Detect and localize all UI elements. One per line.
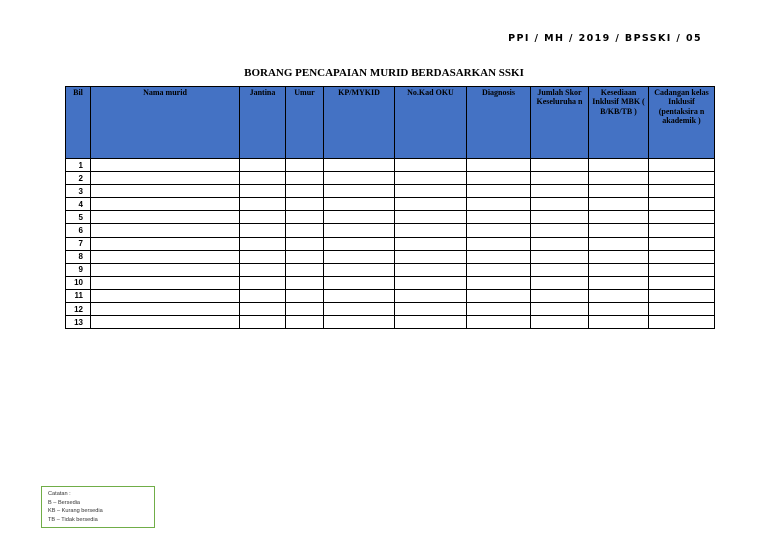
table-row	[66, 237, 715, 250]
jumlah-skor-cell[interactable]	[531, 276, 589, 289]
umur-cell[interactable]	[286, 198, 324, 211]
kesediaan-inklusif-cell[interactable]	[589, 289, 649, 302]
cadangan-kelas-cell[interactable]	[649, 237, 715, 250]
no-kad-oku-cell[interactable]	[395, 250, 467, 263]
table-body	[66, 159, 715, 329]
jantina-cell[interactable]	[240, 316, 286, 329]
diagnosis-cell[interactable]	[467, 198, 531, 211]
umur-cell[interactable]	[286, 172, 324, 185]
jumlah-skor-cell[interactable]	[531, 224, 589, 237]
row-number: 10	[66, 276, 91, 289]
cadangan-kelas-cell[interactable]	[649, 224, 715, 237]
kesediaan-inklusif-cell[interactable]	[589, 185, 649, 198]
row-number: 3	[66, 185, 91, 198]
jumlah-skor-cell[interactable]	[531, 316, 589, 329]
cadangan-kelas-cell[interactable]	[649, 276, 715, 289]
cadangan-kelas-cell[interactable]	[649, 316, 715, 329]
cadangan-kelas-cell[interactable]	[649, 303, 715, 316]
kp-mykid-cell[interactable]	[324, 159, 395, 172]
row-number: 12	[66, 303, 91, 316]
diagnosis-cell[interactable]	[467, 224, 531, 237]
cadangan-kelas-cell[interactable]	[649, 198, 715, 211]
kesediaan-inklusif-cell[interactable]	[589, 316, 649, 329]
header-kesediaan-inklusif: Kesediaan Inklusif MBK ( B/KB/TB )	[589, 87, 649, 159]
jantina-cell[interactable]	[240, 237, 286, 250]
cadangan-kelas-cell[interactable]	[649, 289, 715, 302]
kesediaan-inklusif-cell[interactable]	[589, 211, 649, 224]
nama-murid-cell[interactable]	[91, 263, 240, 276]
row-number: 13	[66, 316, 91, 329]
diagnosis-cell[interactable]	[467, 276, 531, 289]
table-row	[66, 172, 715, 185]
diagnosis-cell[interactable]	[467, 263, 531, 276]
kesediaan-inklusif-cell[interactable]	[589, 224, 649, 237]
jantina-cell[interactable]	[240, 185, 286, 198]
nama-murid-cell[interactable]	[91, 224, 240, 237]
row-number: 1	[66, 159, 91, 172]
nama-murid-cell[interactable]	[91, 237, 240, 250]
kp-mykid-cell[interactable]	[324, 198, 395, 211]
kesediaan-inklusif-cell[interactable]	[589, 172, 649, 185]
table-row	[66, 289, 715, 302]
nama-murid-cell[interactable]	[91, 316, 240, 329]
notes-item-tb: TB – Tidak bersedia	[48, 516, 98, 523]
row-number: 2	[66, 172, 91, 185]
diagnosis-cell[interactable]	[467, 303, 531, 316]
kp-mykid-cell[interactable]	[324, 316, 395, 329]
kesediaan-inklusif-cell[interactable]	[589, 263, 649, 276]
table-row	[66, 211, 715, 224]
jantina-cell[interactable]	[240, 276, 286, 289]
kesediaan-inklusif-cell[interactable]	[589, 303, 649, 316]
jantina-cell[interactable]	[240, 224, 286, 237]
jantina-cell[interactable]	[240, 303, 286, 316]
row-number: 9	[66, 263, 91, 276]
no-kad-oku-cell[interactable]	[395, 185, 467, 198]
kp-mykid-cell[interactable]	[324, 263, 395, 276]
table-row	[66, 303, 715, 316]
table-row	[66, 250, 715, 263]
umur-cell[interactable]	[286, 250, 324, 263]
notes-item-kb: KB – Kurang bersedia	[48, 508, 103, 515]
umur-cell[interactable]	[286, 159, 324, 172]
cadangan-kelas-cell[interactable]	[649, 250, 715, 263]
nama-murid-cell[interactable]	[91, 211, 240, 224]
no-kad-oku-cell[interactable]	[395, 224, 467, 237]
row-number: 5	[66, 211, 91, 224]
no-kad-oku-cell[interactable]	[395, 172, 467, 185]
table-row	[66, 316, 715, 329]
nama-murid-cell[interactable]	[91, 185, 240, 198]
jumlah-skor-cell[interactable]	[531, 263, 589, 276]
kp-mykid-cell[interactable]	[324, 303, 395, 316]
cadangan-kelas-cell[interactable]	[649, 159, 715, 172]
kesediaan-inklusif-cell[interactable]	[589, 250, 649, 263]
nama-murid-cell[interactable]	[91, 198, 240, 211]
header-jantina: Jantina	[240, 87, 286, 159]
table-row	[66, 185, 715, 198]
umur-cell[interactable]	[286, 185, 324, 198]
diagnosis-cell[interactable]	[467, 237, 531, 250]
jumlah-skor-cell[interactable]	[531, 172, 589, 185]
nama-murid-cell[interactable]	[91, 289, 240, 302]
jantina-cell[interactable]	[240, 289, 286, 302]
notes-item-b: B – Bersedia	[48, 499, 81, 506]
umur-cell[interactable]	[286, 276, 324, 289]
header-diagnosis: Diagnosis	[467, 87, 531, 159]
row-number: 4	[66, 198, 91, 211]
kp-mykid-cell[interactable]	[324, 250, 395, 263]
no-kad-oku-cell[interactable]	[395, 159, 467, 172]
umur-cell[interactable]	[286, 224, 324, 237]
header-jumlah-skor: Jumlah Skor Keseluruha n	[531, 87, 589, 159]
header-bil: Bil	[66, 87, 91, 159]
jantina-cell[interactable]	[240, 250, 286, 263]
diagnosis-cell[interactable]	[467, 159, 531, 172]
no-kad-oku-cell[interactable]	[395, 211, 467, 224]
diagnosis-cell[interactable]	[467, 172, 531, 185]
header-kp-mykid: KP/MYKID	[324, 87, 395, 159]
diagnosis-cell[interactable]	[467, 185, 531, 198]
jumlah-skor-cell[interactable]	[531, 250, 589, 263]
diagnosis-cell[interactable]	[467, 250, 531, 263]
row-number: 11	[66, 289, 91, 302]
kp-mykid-cell[interactable]	[324, 289, 395, 302]
diagnosis-cell[interactable]	[467, 211, 531, 224]
jumlah-skor-cell[interactable]	[531, 198, 589, 211]
table-row	[66, 276, 715, 289]
cadangan-kelas-cell[interactable]	[649, 263, 715, 276]
jumlah-skor-cell[interactable]	[531, 211, 589, 224]
kp-mykid-cell[interactable]	[324, 211, 395, 224]
cadangan-kelas-cell[interactable]	[649, 185, 715, 198]
no-kad-oku-cell[interactable]	[395, 263, 467, 276]
no-kad-oku-cell[interactable]	[395, 276, 467, 289]
form-reference-code: PPI / MH / 2019 / BPSSKI / 05	[508, 33, 702, 44]
cadangan-kelas-cell[interactable]	[649, 172, 715, 185]
no-kad-oku-cell[interactable]	[395, 316, 467, 329]
jumlah-skor-cell[interactable]	[531, 289, 589, 302]
kp-mykid-cell[interactable]	[324, 276, 395, 289]
kesediaan-inklusif-cell[interactable]	[589, 237, 649, 250]
kesediaan-inklusif-cell[interactable]	[589, 198, 649, 211]
kp-mykid-cell[interactable]	[324, 237, 395, 250]
table-row	[66, 224, 715, 237]
jantina-cell[interactable]	[240, 263, 286, 276]
notes-heading: Catatan :	[48, 491, 71, 497]
umur-cell[interactable]	[286, 289, 324, 302]
umur-cell[interactable]	[286, 263, 324, 276]
no-kad-oku-cell[interactable]	[395, 289, 467, 302]
no-kad-oku-cell[interactable]	[395, 198, 467, 211]
notes-box	[41, 486, 155, 528]
jumlah-skor-cell[interactable]	[531, 159, 589, 172]
table-header-row	[66, 87, 715, 159]
jantina-cell[interactable]	[240, 211, 286, 224]
no-kad-oku-cell[interactable]	[395, 303, 467, 316]
row-number: 7	[66, 237, 91, 250]
nama-murid-cell[interactable]	[91, 159, 240, 172]
table-row	[66, 159, 715, 172]
umur-cell[interactable]	[286, 316, 324, 329]
header-no-kad-oku: No.Kad OKU	[395, 87, 467, 159]
kp-mykid-cell[interactable]	[324, 185, 395, 198]
umur-cell[interactable]	[286, 211, 324, 224]
nama-murid-cell[interactable]	[91, 172, 240, 185]
diagnosis-cell[interactable]	[467, 289, 531, 302]
student-achievement-table	[65, 86, 715, 329]
kesediaan-inklusif-cell[interactable]	[589, 276, 649, 289]
jumlah-skor-cell[interactable]	[531, 303, 589, 316]
umur-cell[interactable]	[286, 303, 324, 316]
nama-murid-cell[interactable]	[91, 276, 240, 289]
nama-murid-cell[interactable]	[91, 250, 240, 263]
jantina-cell[interactable]	[240, 159, 286, 172]
jumlah-skor-cell[interactable]	[531, 237, 589, 250]
header-nama-murid: Nama murid	[91, 87, 240, 159]
table-row	[66, 198, 715, 211]
kp-mykid-cell[interactable]	[324, 224, 395, 237]
jantina-cell[interactable]	[240, 172, 286, 185]
form-title: BORANG PENCAPAIAN MURID BERDASARKAN SSKI	[244, 67, 524, 79]
no-kad-oku-cell[interactable]	[395, 237, 467, 250]
row-number: 8	[66, 250, 91, 263]
header-cadangan-kelas: Cadangan kelas Inklusif (pentaksira n akademik )	[649, 87, 715, 159]
cadangan-kelas-cell[interactable]	[649, 211, 715, 224]
jumlah-skor-cell[interactable]	[531, 185, 589, 198]
jantina-cell[interactable]	[240, 198, 286, 211]
umur-cell[interactable]	[286, 237, 324, 250]
header-umur: Umur	[286, 87, 324, 159]
kp-mykid-cell[interactable]	[324, 172, 395, 185]
table-row	[66, 263, 715, 276]
kesediaan-inklusif-cell[interactable]	[589, 159, 649, 172]
nama-murid-cell[interactable]	[91, 303, 240, 316]
diagnosis-cell[interactable]	[467, 316, 531, 329]
row-number: 6	[66, 224, 91, 237]
